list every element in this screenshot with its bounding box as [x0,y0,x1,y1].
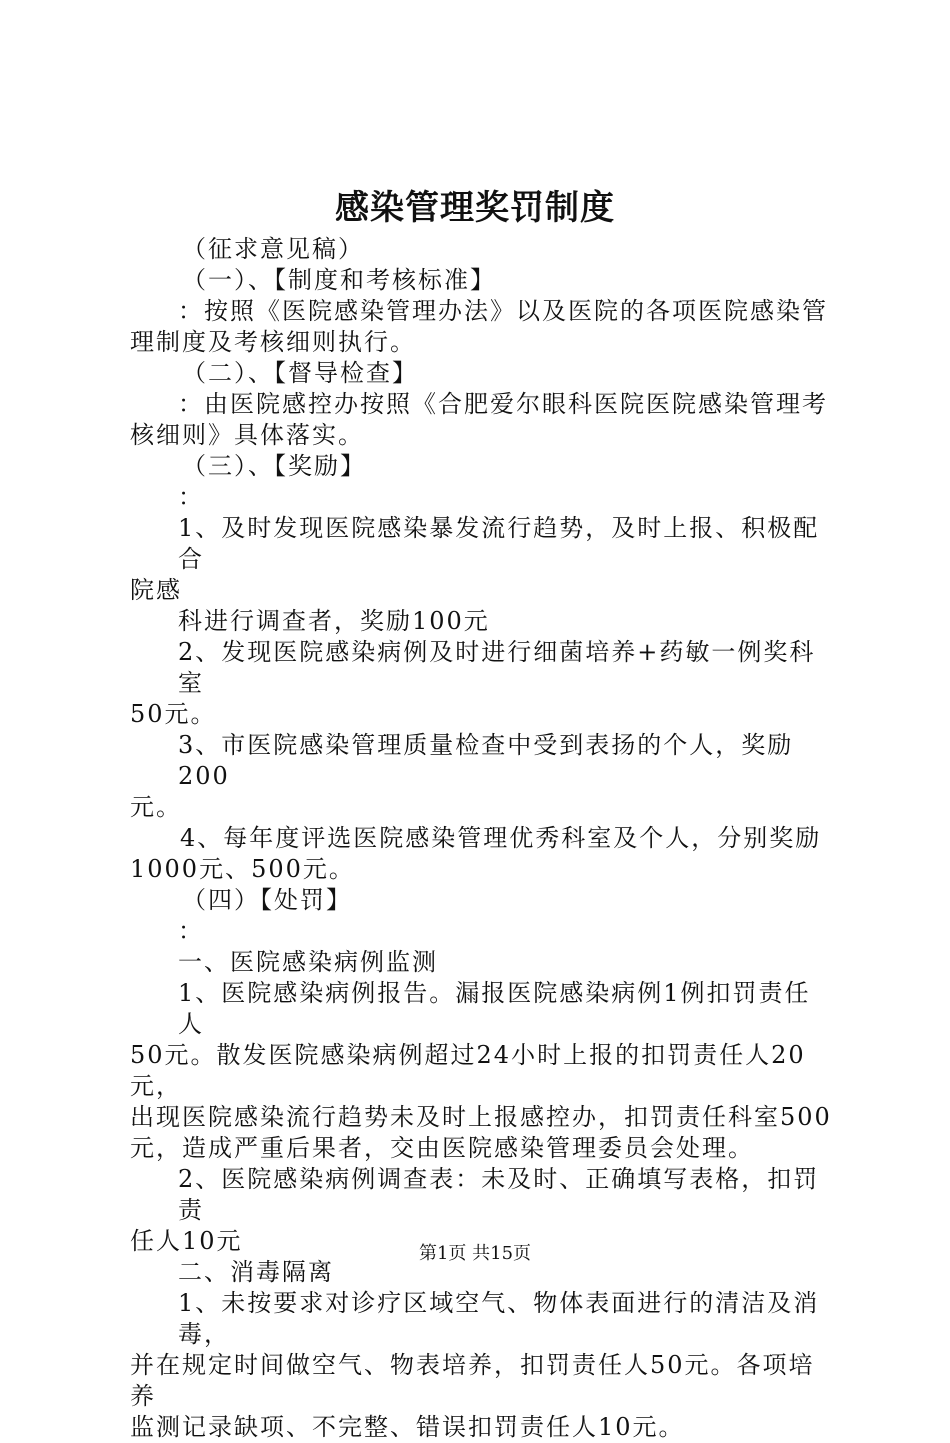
text-line: 4、每年度评选医院感染管理优秀科室及个人，分别奖励 [180,824,822,852]
paragraph-2 [130,389,835,451]
text-line: ：由医院感控办按照《合肥爱尔眼科医院医院感染管理考 [178,390,828,418]
text-line: 1、医院感染病例报告。漏报医院感染病例1例扣罚责任人 [178,979,811,1038]
penalty-item-1 [130,978,835,1164]
text-line: 1000元、500元。 [130,855,355,883]
section-heading-1: （一）、【制度和考核标准】 [182,266,496,294]
section-heading-3: （三）、【奖励】 [182,452,366,480]
subheading-disinfection: 二、消毒隔离 [178,1258,334,1286]
section-heading-4: （四）【处罚】 [182,886,352,914]
text-line: 监测记录缺项、不完整、错误扣罚责任人10元。 [130,1413,685,1441]
text-line: 元。 [130,793,182,821]
text-line: 50元。 [130,700,217,728]
page-footer: 第1页 共15页 [418,1243,532,1264]
reward-item-4 [130,823,835,885]
text-line: 1、及时发现医院感染暴发流行趋势，及时上报、积极配合 [178,514,820,573]
text-line: 并在规定时间做空气、物表培养，扣罚责任人50元。各项培养 [130,1351,815,1410]
reward-item-3 [130,730,835,823]
text-line: 元，造成严重后果者，交由医院感染管理委员会处理。 [130,1134,754,1162]
text-line: 2、医院感染病例调查表：未及时、正确填写表格，扣罚责 [178,1165,820,1224]
text-line: 理制度及考核细则执行。 [130,328,416,356]
text-line: 3、市医院感染管理质量检查中受到表扬的个人，奖励200 [178,731,794,790]
reward-item-2 [130,637,835,730]
text-line: 科进行调查者，奖励100元 [178,607,490,635]
text-line: 院感 [130,576,182,604]
subheading-monitoring: 一、医院感染病例监测 [178,948,438,976]
document-title: 感染管理奖罚制度 [335,188,615,228]
text-line: 任人10元 [130,1227,243,1255]
text-line: 1、未按要求对诊疗区域空气、物体表面进行的清洁及消毒， [178,1289,820,1348]
colon-line: ： [178,483,204,511]
paragraph-1 [130,296,835,358]
text-line: 出现医院感染流行趋势未及时上报感控办，扣罚责任科室500 [130,1103,832,1131]
draft-note: （征求意见稿） [182,235,364,263]
colon-line: ： [178,917,204,945]
text-line: 50元。散发医院感染病例超过24小时上报的扣罚责任人20元， [130,1041,806,1100]
text-line: 2、发现医院感染病例及时进行细菌培养+药敏一例奖科室 [178,638,816,697]
text-line: 核细则》具体落实。 [130,421,364,449]
text-line: ：按照《医院感染管理办法》以及医院的各项医院感染管 [178,297,828,325]
reward-item-1 [130,513,835,637]
section-heading-2: （二）、【督导检查】 [182,359,418,387]
penalty-item-3 [130,1288,835,1443]
